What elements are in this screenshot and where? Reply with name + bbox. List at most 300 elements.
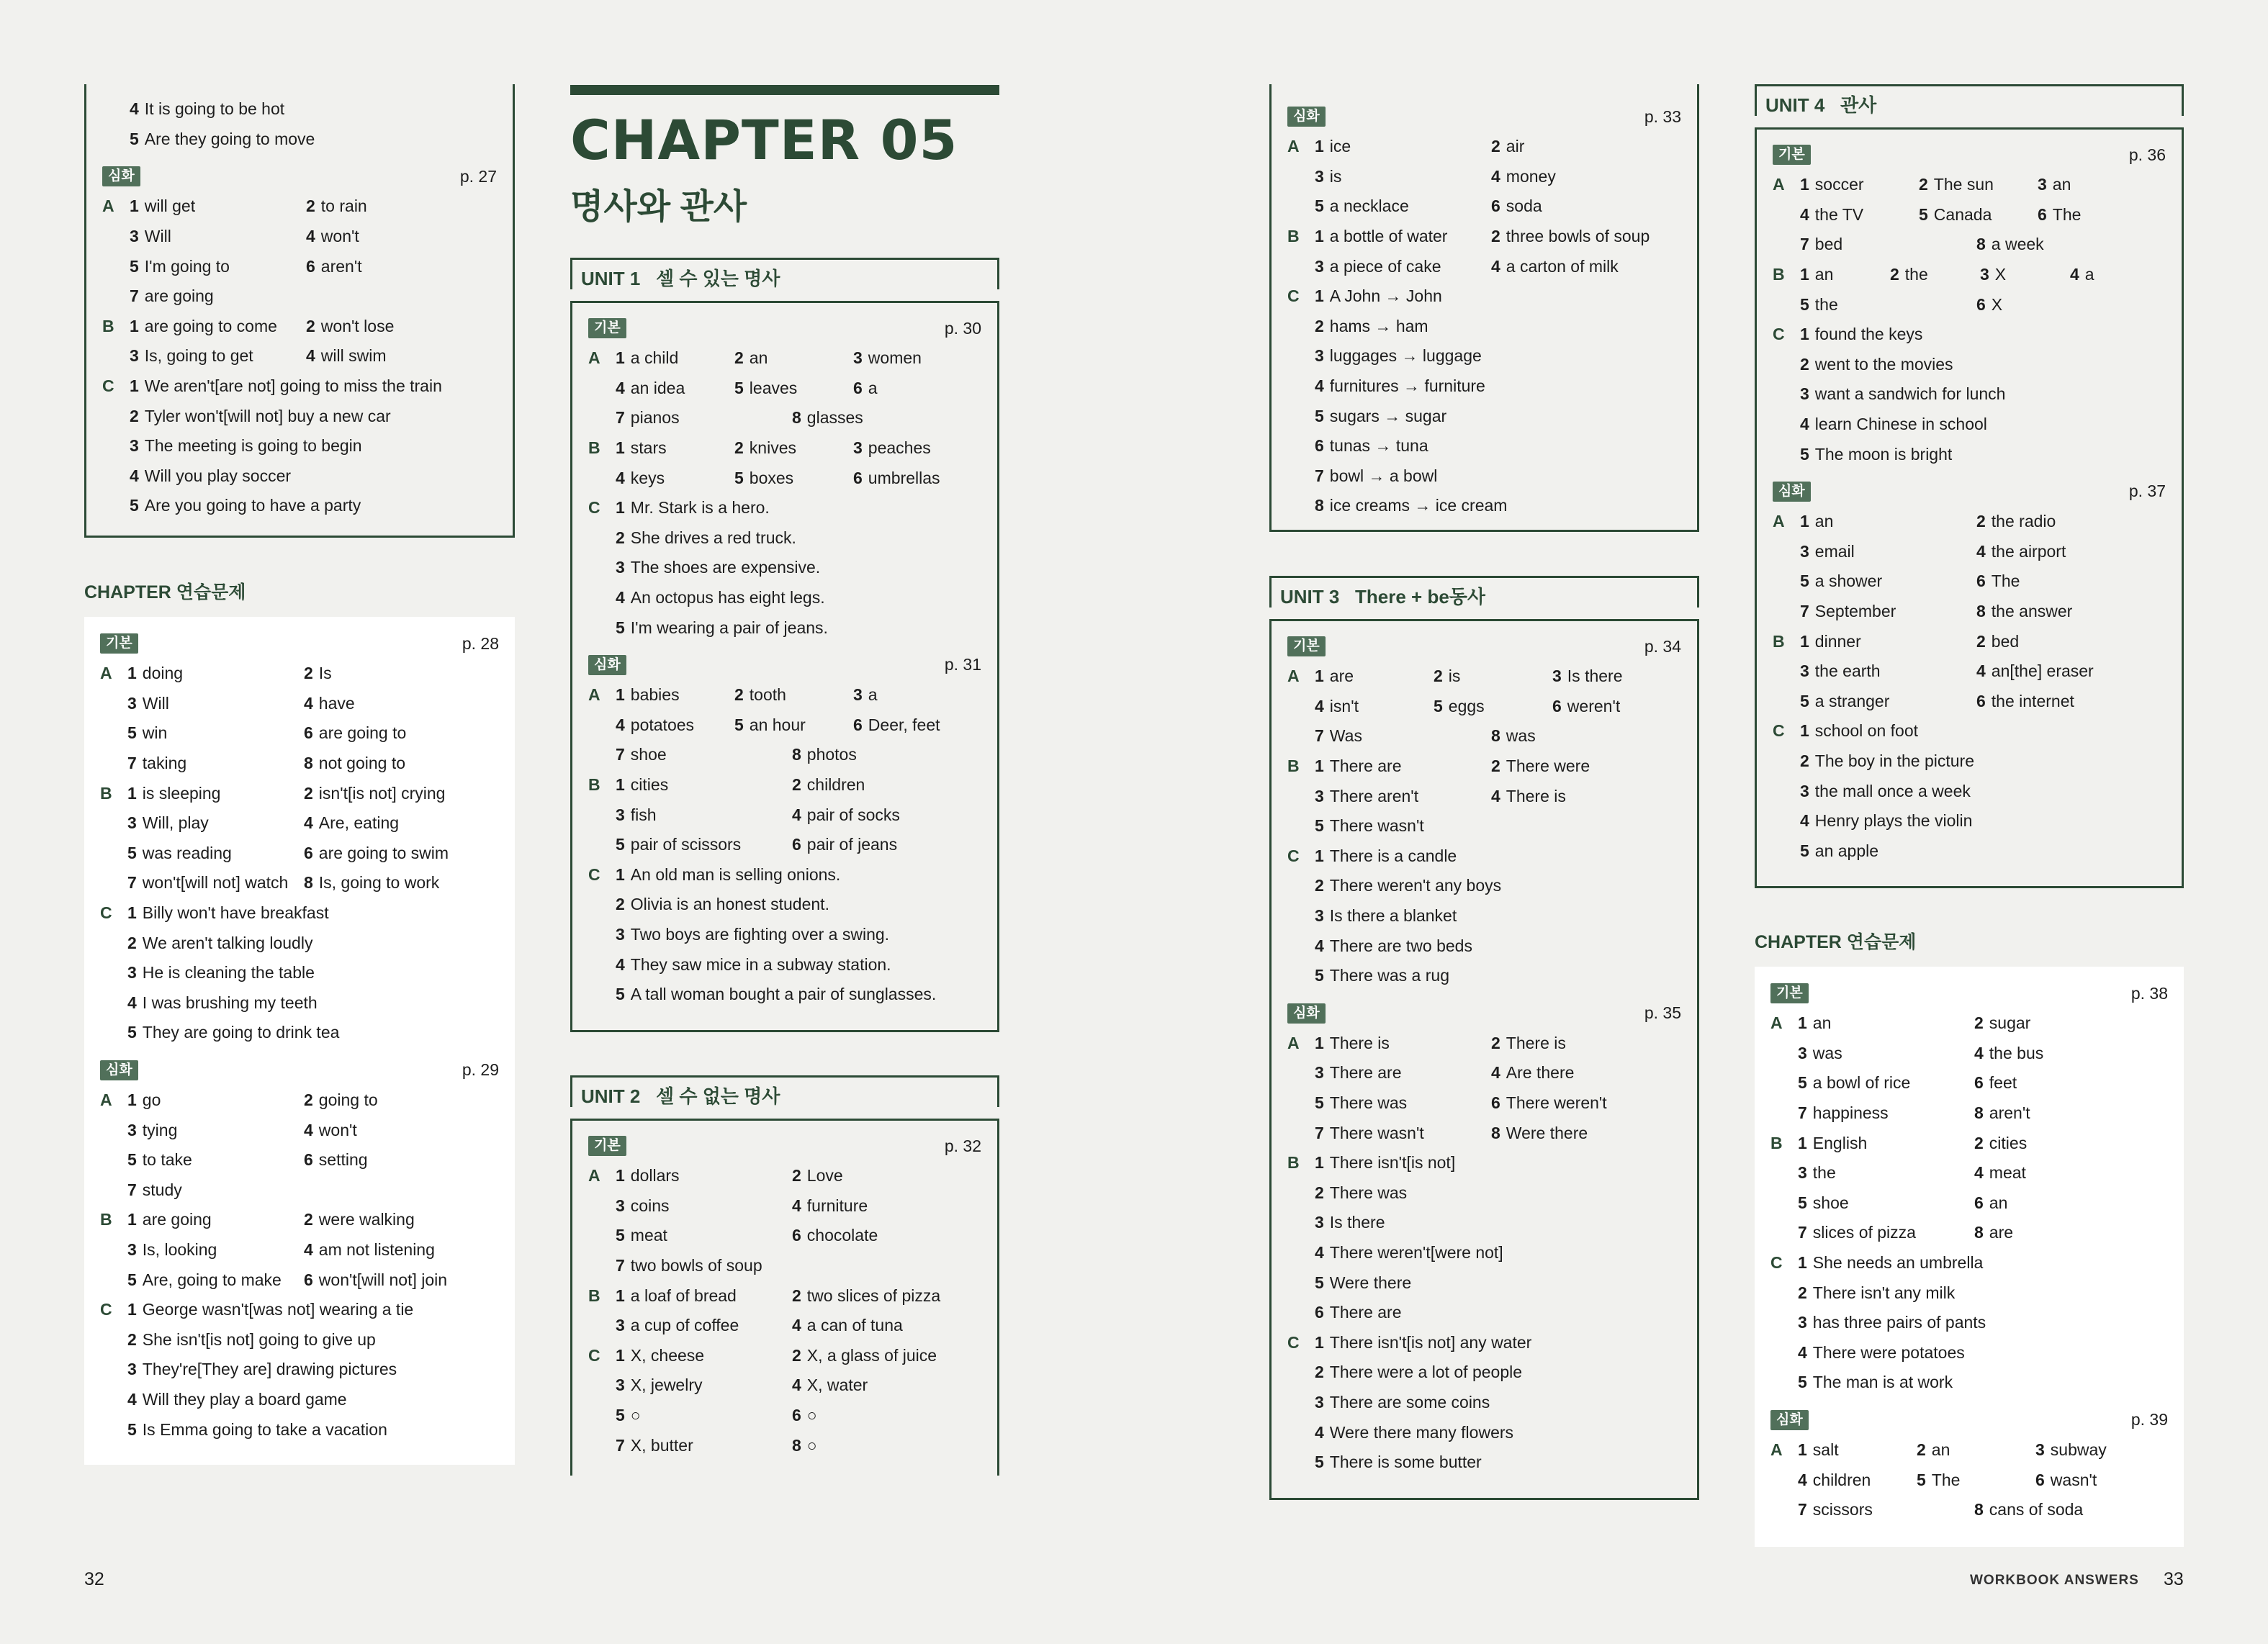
answer-cell — [304, 659, 332, 689]
answer-text: September — [1814, 602, 1896, 621]
answer-number: 4 — [616, 588, 625, 608]
answer-row — [102, 491, 497, 521]
answer-text: happiness — [1812, 1103, 1889, 1123]
answer-number: 4 — [792, 1316, 801, 1335]
answer-number: 1 — [616, 1286, 625, 1305]
answer-cell — [616, 463, 665, 493]
chapter-rule — [570, 85, 999, 95]
answer-cell — [127, 808, 209, 839]
answer-number: 5 — [127, 1419, 137, 1439]
answer-number: 1 — [1315, 137, 1324, 156]
row-letter: C — [1287, 286, 1300, 306]
answer-number: 5 — [616, 1226, 625, 1245]
badge-basic: 기본 — [1773, 145, 1811, 165]
row-cells — [616, 374, 981, 404]
answer-text: potatoes — [630, 715, 695, 734]
answer-text: Will you play soccer — [144, 466, 292, 485]
answer-number: 4 — [304, 813, 313, 833]
answer-row — [100, 868, 499, 898]
answer-number: 2 — [1315, 1183, 1324, 1202]
answer-cell — [304, 1145, 368, 1175]
answer-number: 4 — [616, 954, 625, 974]
answer-section — [1755, 1405, 2184, 1525]
answer-number: 3 — [130, 227, 139, 246]
answer-row — [1287, 1148, 1681, 1178]
answer-cell — [1315, 841, 1457, 872]
answer-cell — [127, 988, 318, 1019]
answer-cell — [127, 1414, 387, 1445]
answer-cell — [616, 1221, 667, 1251]
answer-text: soccer — [1814, 175, 1864, 194]
answer-row — [588, 1161, 981, 1191]
answer-cell — [130, 281, 214, 312]
answer-number: 4 — [792, 805, 801, 824]
answer-row — [588, 523, 981, 554]
answer-text: an idea — [630, 378, 685, 397]
answer-section — [572, 313, 997, 643]
answer-text: Are they going to move — [144, 129, 315, 148]
unit3-title-bar — [1269, 576, 1699, 608]
answer-section — [84, 1055, 515, 1445]
answer-number: 6 — [792, 835, 801, 854]
answer-text: bed — [1991, 631, 2020, 651]
answer-cell — [792, 1311, 903, 1341]
answer-number: 1 — [127, 1210, 137, 1229]
row-cells — [1315, 1238, 1681, 1268]
answer-number: 5 — [127, 1270, 137, 1289]
answer-cell — [306, 251, 362, 281]
section-header — [1770, 978, 2168, 1008]
answer-row — [1287, 162, 1681, 192]
row-cells — [130, 312, 497, 342]
answer-cell — [616, 949, 891, 980]
answer-number: 3 — [616, 805, 625, 824]
answer-row — [1287, 1208, 1681, 1238]
answer-cell — [1315, 341, 1482, 371]
answer-cell — [1800, 410, 1987, 440]
answer-cell — [616, 613, 828, 643]
answer-number: 3 — [127, 1360, 137, 1379]
answer-number: 7 — [1315, 726, 1324, 746]
answer-text: The shoes are expensive. — [630, 558, 821, 577]
answer-row — [100, 839, 499, 869]
answer-text: a week — [1991, 235, 2044, 254]
answer-row — [588, 860, 981, 890]
answer-cell — [304, 749, 405, 779]
answer-number: 6 — [304, 1150, 313, 1170]
answer-row — [1287, 281, 1681, 312]
answer-section — [1272, 631, 1697, 991]
answer-number: 4 — [2070, 265, 2079, 284]
answer-cell — [792, 1191, 868, 1221]
answer-row — [1287, 1447, 1681, 1478]
answer-text: isn't[is not] crying — [318, 783, 446, 803]
row-cells — [1798, 1338, 2168, 1368]
answer-number: 8 — [1974, 1223, 1984, 1242]
unit3-box — [1269, 619, 1699, 1500]
answer-text: There wasn't — [1329, 1123, 1424, 1142]
answer-cell — [1315, 1388, 1490, 1418]
answer-row — [588, 1221, 981, 1251]
row-cells — [1315, 1088, 1681, 1119]
answer-number: 4 — [304, 693, 313, 713]
answer-text: a carton of milk — [1506, 256, 1619, 276]
answer-number: 4 — [306, 227, 315, 246]
section-header — [588, 313, 981, 343]
row-cells — [616, 1370, 981, 1401]
answer-number: 4 — [792, 1376, 801, 1395]
answer-row — [102, 125, 497, 155]
answer-cell — [616, 710, 694, 741]
row-cells — [1315, 1417, 1681, 1447]
answer-row — [100, 1295, 499, 1325]
answer-text: isn't — [1329, 696, 1359, 715]
row-cells — [616, 1191, 981, 1221]
answer-text: wasn't — [2050, 1470, 2097, 1489]
unit1-title-bar — [570, 258, 999, 289]
row-letter: A — [100, 664, 112, 683]
answer-text: subway — [2050, 1440, 2107, 1460]
row-cells — [616, 740, 981, 770]
answer-text: The moon is bright — [1814, 444, 1953, 464]
answer-row — [100, 749, 499, 779]
answer-text: An old man is selling onions. — [630, 864, 841, 884]
answer-number: 3 — [127, 813, 137, 833]
answer-cell — [1800, 656, 1881, 687]
answer-text: knives — [749, 438, 796, 458]
answer-row — [100, 1085, 499, 1116]
answer-number: 2 — [1798, 1283, 1807, 1302]
answer-number: 1 — [1800, 325, 1809, 344]
answer-number: 1 — [127, 1090, 137, 1110]
unit2-title: UNIT 2 셀 수 없는 명사 — [581, 1085, 780, 1107]
answer-number: 7 — [1798, 1500, 1807, 1519]
answer-cell — [1315, 461, 1437, 492]
answer-text: a piece of cake — [1329, 256, 1441, 276]
answer-row — [588, 1401, 981, 1431]
answer-row — [1287, 1358, 1681, 1388]
answer-section — [572, 1131, 997, 1460]
answer-number: 4 — [304, 1120, 313, 1139]
answer-number: 1 — [616, 775, 625, 795]
answer-cell — [2038, 200, 2081, 230]
answer-cell — [1974, 1039, 2043, 1069]
row-cells — [1798, 1008, 2168, 1039]
answer-number: 6 — [853, 715, 863, 734]
answer-text: children — [1812, 1470, 1871, 1489]
answer-text: an — [749, 348, 768, 368]
answer-row — [1773, 716, 2166, 746]
answer-number: 6 — [2035, 1470, 2045, 1489]
badge-basic: 기본 — [1287, 636, 1326, 656]
answer-row — [102, 401, 497, 431]
answer-cell — [1798, 1495, 1873, 1525]
answer-cell — [853, 433, 931, 464]
answer-text: Two boys are fighting over a swing. — [630, 924, 890, 944]
answer-cell — [304, 1205, 415, 1235]
answer-text: an apple — [1814, 841, 1879, 860]
answer-text: There is — [1506, 1033, 1566, 1052]
answer-cell — [1976, 230, 2044, 260]
row-letter: B — [1287, 1153, 1300, 1173]
answer-text: Will, play — [142, 813, 209, 833]
answer-number: 1 — [1800, 631, 1809, 651]
answer-text: is sleeping — [142, 783, 221, 803]
answer-text: doing — [142, 664, 184, 683]
answer-number: 3 — [1800, 661, 1809, 681]
answer-text: umbrellas — [868, 468, 940, 487]
answer-row — [1773, 626, 2166, 656]
answer-cell — [1974, 1218, 2013, 1248]
answer-cell — [616, 523, 796, 554]
answer-row — [1773, 566, 2166, 597]
answer-cell — [616, 680, 680, 710]
answer-cell — [1890, 260, 1928, 290]
answer-cell — [1919, 200, 1992, 230]
row-letter: B — [588, 775, 600, 795]
running-head: WORKBOOK ANSWERS — [1970, 1573, 2139, 1588]
answer-number: 2 — [304, 783, 313, 803]
answer-cell — [306, 222, 359, 252]
answer-text: tying — [142, 1120, 178, 1139]
row-cells — [127, 868, 499, 898]
answer-row — [1287, 811, 1681, 841]
answer-number: 7 — [1315, 466, 1324, 485]
answer-cell — [127, 689, 169, 719]
page-reference: p. 32 — [944, 1136, 981, 1155]
row-cells — [1798, 1188, 2168, 1219]
answer-number: 3 — [853, 348, 863, 368]
row-cells — [130, 431, 497, 461]
row-letter: C — [1773, 325, 1785, 344]
answer-number: 2 — [130, 406, 139, 425]
answer-text: ○ — [806, 1435, 817, 1455]
answer-number: 3 — [1552, 667, 1562, 686]
answer-number: 1 — [1800, 512, 1809, 531]
row-cells — [1315, 1058, 1681, 1088]
answer-cell — [616, 1191, 670, 1221]
answer-text: She needs an umbrella — [1812, 1253, 1984, 1273]
answer-number: 3 — [616, 1196, 625, 1215]
answer-cell — [1315, 222, 1447, 252]
answer-text: X, butter — [630, 1435, 693, 1455]
answer-cell — [304, 1265, 447, 1295]
answer-row — [102, 431, 497, 461]
answer-number: 1 — [1315, 846, 1324, 865]
answer-number: 3 — [1800, 541, 1809, 561]
answer-cell — [1798, 1465, 1871, 1495]
row-cells — [1315, 191, 1681, 222]
answer-text: peaches — [868, 438, 931, 458]
row-cells — [1798, 1368, 2168, 1398]
answer-row — [100, 1235, 499, 1265]
row-cells — [616, 493, 981, 523]
answer-cell — [130, 491, 361, 521]
answer-cell — [306, 312, 394, 342]
answer-text: aren't — [320, 256, 362, 276]
row-cells — [127, 839, 499, 869]
answer-number: 1 — [1315, 756, 1324, 776]
answer-cell — [616, 1251, 762, 1281]
row-cells — [616, 860, 981, 890]
answer-text: a stranger — [1814, 691, 1890, 710]
answer-number: 3 — [1798, 1313, 1807, 1332]
row-cells — [616, 1221, 981, 1251]
answer-text: learn Chinese in school — [1814, 415, 1987, 434]
answer-text: cities — [1989, 1133, 2028, 1152]
row-cells — [1315, 931, 1681, 961]
answer-row — [100, 1355, 499, 1385]
row-cells — [1315, 132, 1681, 162]
answer-row — [588, 583, 981, 613]
answer-number: 4 — [127, 1389, 137, 1409]
answer-row — [1287, 132, 1681, 162]
answer-number: 3 — [1800, 384, 1809, 404]
row-cells — [1798, 1435, 2168, 1465]
answer-text: Are, eating — [318, 813, 400, 833]
row-cells — [130, 491, 497, 521]
chapter-practice-label-right: CHAPTER 연습문제 — [1755, 932, 1917, 952]
answer-row — [100, 778, 499, 808]
answer-text: There weren't[were not] — [1329, 1242, 1503, 1262]
answer-number: 2 — [1917, 1440, 1926, 1460]
answer-cell — [734, 343, 768, 374]
row-letter: A — [1773, 512, 1785, 531]
row-letter: A — [588, 348, 600, 368]
col1-top-content — [86, 84, 513, 521]
answer-cell — [616, 1370, 703, 1401]
unit3-title: UNIT 3 There + be동사 — [1280, 586, 1486, 608]
answer-text: children — [806, 775, 865, 795]
answer-cell — [1917, 1465, 1960, 1495]
answer-number: 8 — [1974, 1500, 1984, 1519]
answer-number: 4 — [304, 1239, 313, 1259]
row-cells — [1315, 1178, 1681, 1209]
row-cells — [616, 800, 981, 830]
answer-text: pair of socks — [806, 805, 900, 824]
answer-cell — [130, 401, 391, 431]
answer-number: 5 — [734, 468, 744, 487]
answer-text: There are — [1329, 1063, 1402, 1083]
answer-row — [1287, 1298, 1681, 1328]
answer-cell — [1315, 1118, 1424, 1148]
answer-cell — [616, 800, 657, 830]
answer-row — [100, 1205, 499, 1235]
section-header — [1287, 998, 1681, 1029]
section-header — [1287, 101, 1681, 132]
row-letter: C — [588, 498, 600, 518]
answer-text: was reading — [142, 843, 232, 862]
answer-cell — [1434, 692, 1485, 722]
row-cells — [130, 251, 497, 281]
answer-cell — [1800, 597, 1896, 627]
answer-cell — [616, 1430, 693, 1460]
answer-text: There isn't any milk — [1812, 1283, 1956, 1302]
answer-row — [588, 710, 981, 741]
row-letter: B — [1287, 227, 1300, 246]
row-cells — [1315, 1447, 1681, 1478]
answer-cell — [1798, 1435, 1839, 1465]
row-cells — [1315, 1388, 1681, 1418]
answer-text: coins — [630, 1196, 670, 1215]
answer-cell — [616, 1161, 680, 1191]
page-reference: p. 30 — [944, 318, 981, 338]
answer-number: 4 — [1315, 1422, 1324, 1442]
answer-number: 6 — [1976, 572, 1986, 591]
row-cells — [616, 1161, 981, 1191]
answer-row — [1287, 371, 1681, 402]
row-cells — [1315, 251, 1681, 281]
answer-number: 5 — [127, 723, 137, 743]
answer-cell — [1800, 776, 1971, 806]
answer-row — [100, 898, 499, 929]
row-cells — [130, 281, 497, 312]
answer-cell — [1491, 251, 1619, 281]
answer-row — [102, 94, 497, 125]
answer-cell — [127, 928, 312, 958]
answer-text: setting — [318, 1150, 368, 1170]
answer-row — [100, 988, 499, 1019]
answer-text: cans of soda — [1989, 1500, 2084, 1519]
answer-cell — [853, 463, 940, 493]
answer-cell — [1800, 350, 1953, 380]
answer-text: sugar — [1989, 1013, 2031, 1033]
answer-text: A tall woman bought a pair of sunglasses. — [630, 985, 937, 1004]
answer-number: 8 — [1491, 726, 1500, 746]
answer-cell — [127, 1295, 413, 1325]
answer-text: was — [1506, 726, 1536, 746]
answer-cell — [1315, 781, 1418, 811]
answer-cell — [2038, 170, 2071, 200]
answer-cell — [2035, 1435, 2107, 1465]
answer-section — [1757, 140, 2182, 469]
row-cells — [127, 928, 499, 958]
answer-number: 2 — [1974, 1133, 1984, 1152]
answer-text: Love — [806, 1166, 843, 1185]
answer-number: 1 — [130, 376, 139, 396]
row-cells — [1315, 901, 1681, 931]
answer-cell — [1491, 721, 1536, 751]
answer-text: shoe — [1812, 1193, 1849, 1212]
answer-number: 2 — [304, 664, 313, 683]
answer-number: 1 — [1315, 227, 1324, 246]
row-cells — [127, 778, 499, 808]
answer-cell — [1315, 1029, 1390, 1059]
answer-cell — [1315, 162, 1341, 192]
answer-number: 6 — [853, 468, 863, 487]
row-cells — [1800, 626, 2166, 656]
answer-cell — [792, 1221, 878, 1251]
answer-cell — [127, 1018, 339, 1048]
answer-cell — [1315, 661, 1354, 692]
answer-row — [1770, 1188, 2168, 1219]
answer-number: 5 — [1917, 1470, 1926, 1489]
answer-text: three bowls of soup — [1506, 227, 1650, 246]
answer-number: 8 — [792, 745, 801, 764]
row-letter: C — [100, 1300, 112, 1319]
row-cells — [1315, 222, 1681, 252]
answer-number: 2 — [792, 775, 801, 795]
answer-text: a loaf of bread — [630, 1286, 737, 1305]
answer-text: won't lose — [320, 316, 395, 335]
row-cells — [1800, 200, 2166, 230]
answer-text: Canada — [1933, 204, 1992, 224]
answer-number: 3 — [1798, 1163, 1807, 1183]
answer-text: There were — [1506, 756, 1590, 776]
answer-number: 1 — [1315, 667, 1324, 686]
answer-row — [1287, 1088, 1681, 1119]
page-reference: p. 33 — [1644, 107, 1681, 126]
